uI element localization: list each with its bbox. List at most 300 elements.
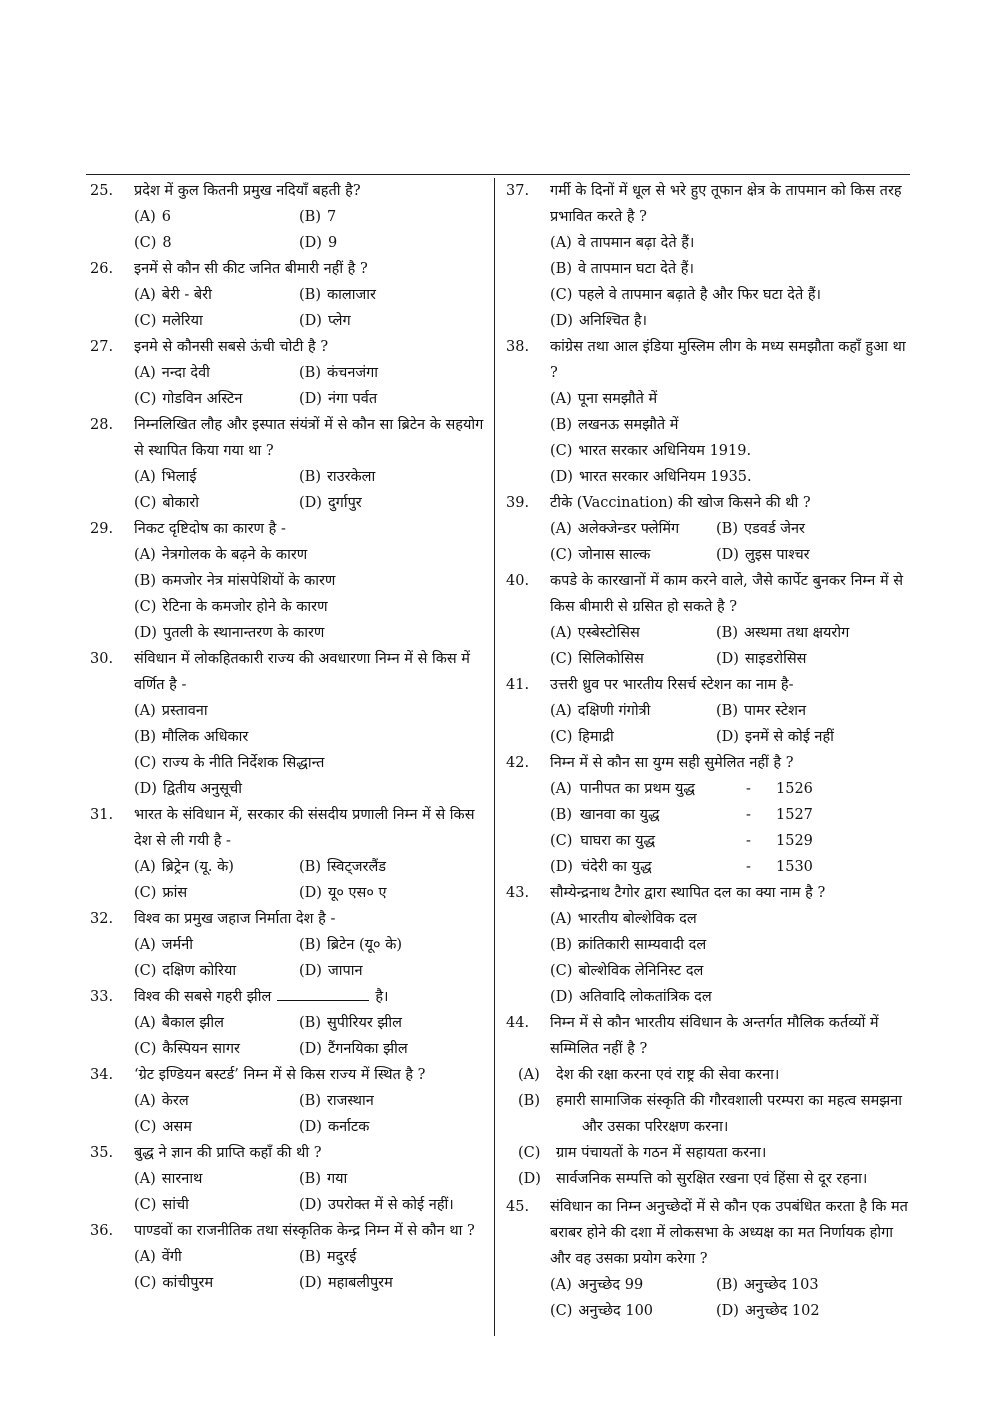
question-number: 40. <box>506 573 530 589</box>
options-grid <box>134 360 488 412</box>
option-text: लखनऊ समझौते में <box>577 417 679 433</box>
option-text: द्वितीय अनुसूची <box>162 781 242 797</box>
question-text: भारत के संविधान में, सरकार की संसदीय प्रणाली निम्न में से किस देश से ली गयी है - <box>134 807 475 849</box>
option-text: रेटिना के कमजोर होने के कारण <box>162 599 328 615</box>
option-a <box>134 1244 299 1270</box>
option-b <box>134 724 488 750</box>
option-a <box>134 932 299 958</box>
question-number: 38. <box>506 339 530 355</box>
pair-item <box>550 802 746 828</box>
option-label: (D) <box>550 859 573 875</box>
question-29 <box>86 516 488 646</box>
option-label: (D) <box>299 885 322 901</box>
option-text: हिमाद्री <box>578 729 614 745</box>
option-label: (D) <box>299 1119 322 1135</box>
option-c <box>134 958 299 984</box>
option-text: पूना समझौते में <box>577 391 658 407</box>
question-45 <box>502 1194 910 1324</box>
option-text: मदुरई <box>326 1249 357 1265</box>
option-text: नन्दा देवी <box>161 365 210 381</box>
option-text: जापान <box>327 963 363 979</box>
option-d <box>716 646 910 672</box>
option-label: (D) <box>134 625 157 641</box>
option-c <box>550 282 910 308</box>
option-label: (D) <box>550 989 573 1005</box>
option-text: जर्मनी <box>161 937 194 953</box>
options-grid <box>134 1088 488 1140</box>
option-d <box>716 724 910 750</box>
option-label: (D) <box>299 235 322 251</box>
question-number: 37. <box>506 183 530 199</box>
option-label: (B) <box>299 937 321 953</box>
question-41 <box>502 672 910 750</box>
option-label: (D) <box>716 1303 739 1319</box>
option-label: (C) <box>550 833 573 849</box>
option-label: (A) <box>550 703 572 719</box>
option-d <box>299 308 488 334</box>
option-label: (A) <box>134 287 156 303</box>
option-text: बोकारो <box>162 495 200 511</box>
option-label: (B) <box>550 807 572 823</box>
option-label: (C) <box>134 495 157 511</box>
option-label: (B) <box>716 625 738 641</box>
option-text: कैस्पियन सागर <box>162 1041 240 1057</box>
question-number: 31. <box>90 807 114 823</box>
question-text: संविधान में लोकहितकारी राज्य की अवधारणा निम्न में से किस में वर्णित है - <box>134 651 470 693</box>
option-label: (C) <box>134 885 157 901</box>
option-c: (C) ग्राम पंचायतों के गठन में सहायता करना। <box>518 1145 767 1161</box>
option-a <box>550 906 910 932</box>
option-text: नंगा पर्वत <box>327 391 378 407</box>
right-column <box>502 178 910 1324</box>
pair-item <box>550 828 746 854</box>
question-text: सौम्येन्द्रनाथ टैगोर द्वारा स्थापित दल का क्या नाम है ? <box>550 885 826 901</box>
option-a <box>550 230 910 256</box>
question-number: 28. <box>90 417 114 433</box>
column-divider <box>494 178 495 1336</box>
option-c <box>550 646 716 672</box>
option-b <box>299 204 488 230</box>
option-label: (D) <box>299 391 322 407</box>
question-text: निम्न में से कौन सा युग्म सही सुमेलित नहीं है ? <box>550 755 794 771</box>
option-text: एस्बेस्टोसिस <box>577 625 640 641</box>
option-label: (C) <box>134 235 157 251</box>
option-text: हमारी सामाजिक संस्कृति की गौरवशाली परम्परा का महत्व समझना और उसका परिरक्षण करना। <box>556 1093 903 1135</box>
question-number: 33. <box>90 989 114 1005</box>
match-pair <box>550 854 910 880</box>
option-label: (D) <box>299 495 322 511</box>
question-text-end: है। <box>375 989 389 1005</box>
question-number: 27. <box>90 339 114 355</box>
option-d <box>299 1270 488 1296</box>
question-text: इनमे से कौनसी सबसे ऊंची चोटी है ? <box>134 339 329 355</box>
question-text: पाण्डवों का राजनीतिक तथा संस्कृतिक केन्द्र निम्न में से कौन था ? <box>134 1223 475 1239</box>
option-text: लुइस पाश्चर <box>744 547 810 563</box>
options-grid <box>134 1010 488 1062</box>
option-text: राजस्थान <box>326 1093 374 1109</box>
question-text: प्रदेश में कुल कितनी प्रमुख नदियाँ बहती है? <box>134 183 361 199</box>
option-label: (A) <box>134 209 156 225</box>
option-text: गया <box>326 1171 348 1187</box>
option-a: (A) देश की रक्षा करना एवं राष्ट्र की सेवा करना। <box>518 1067 780 1083</box>
options-grid <box>134 282 488 334</box>
option-label: (B) <box>716 1277 738 1293</box>
option-d <box>716 1298 910 1324</box>
option-label: (C) <box>134 1275 157 1291</box>
option-c <box>550 438 910 464</box>
option-d <box>299 1114 488 1140</box>
option-label: (A) <box>550 521 572 537</box>
option-c <box>134 750 488 776</box>
question-text: बुद्ध ने ज्ञान की प्राप्ति कहाँ की थी ? <box>134 1145 322 1161</box>
question-number: 30. <box>90 651 114 667</box>
option-text: 6 <box>161 209 172 225</box>
option-label: (C) <box>134 313 157 329</box>
question-text: टीके (Vaccination) की खोज किसने की थी ? <box>550 495 811 511</box>
option-label: (A) <box>134 469 156 485</box>
left-column <box>86 178 488 1296</box>
option-a <box>134 1088 299 1114</box>
options-grid <box>134 464 488 516</box>
option-b <box>299 1244 488 1270</box>
options-list <box>550 230 910 334</box>
option-label: (A) <box>134 547 156 563</box>
option-d <box>299 1036 488 1062</box>
option-text: नेत्रगोलक के बढ़ने के कारण <box>161 547 308 563</box>
option-text: सुपीरियर झील <box>326 1015 402 1031</box>
option-text: सार्वजनिक सम्पत्ति को सुरक्षित रखना एवं हिंसा से दूर रहना। <box>556 1171 868 1187</box>
pair-event: चंदेरी का युद्ध <box>580 859 652 875</box>
question-number: 34. <box>90 1067 114 1083</box>
options-list <box>550 906 910 1010</box>
option-b <box>299 1088 488 1114</box>
question-31 <box>86 802 488 906</box>
answer-blank <box>277 988 369 1001</box>
option-text: 9 <box>327 235 338 251</box>
option-text: कंचनजंगा <box>326 365 379 381</box>
question-text: निम्न में से कौन भारतीय संविधान के अन्तर्गत मौलिक कर्तव्यों में सम्मिलित नहीं है ? <box>550 1015 879 1057</box>
option-text: बेरी - बेरी <box>161 287 212 303</box>
option-text: 7 <box>326 209 337 225</box>
option-text: कर्नाटक <box>327 1119 370 1135</box>
option-text: अनुच्छेद 99 <box>577 1277 644 1293</box>
option-b <box>299 360 488 386</box>
option-b <box>299 1010 488 1036</box>
option-label: (C) <box>550 729 573 745</box>
option-label: (A) <box>550 1277 572 1293</box>
option-c <box>134 386 299 412</box>
question-32 <box>86 906 488 984</box>
option-c <box>134 594 488 620</box>
question-number: 25. <box>90 183 114 199</box>
option-a <box>134 854 299 880</box>
option-label: (C) <box>550 547 573 563</box>
option-a <box>134 698 488 724</box>
options-grid <box>550 698 910 750</box>
option-text: देश की रक्षा करना एवं राष्ट्र की सेवा करना। <box>556 1067 780 1083</box>
option-text: सांची <box>162 1197 189 1213</box>
option-text: महाबलीपुरम <box>327 1275 393 1291</box>
question-40 <box>502 568 910 672</box>
question-38 <box>502 334 910 490</box>
option-text: सारनाथ <box>161 1171 203 1187</box>
option-text: वे तापमान घटा देते हैं। <box>577 261 695 277</box>
option-label: (B) <box>299 287 321 303</box>
option-label: (B) <box>299 1249 321 1265</box>
options-list <box>134 542 488 646</box>
option-label: (D) <box>550 313 573 329</box>
option-d <box>299 880 488 906</box>
option-label: (C) <box>550 287 573 303</box>
option-text: अस्थमा तथा क्षयरोग <box>743 625 850 641</box>
question-number: 41. <box>506 677 530 693</box>
option-label: (B) <box>299 365 321 381</box>
option-b <box>716 516 910 542</box>
option-d <box>299 1192 488 1218</box>
option-text: अलेक्जेन्डर फ्लेमिंग <box>577 521 680 537</box>
question-text: इनमें से कौन सी कीट जनित बीमारी नहीं है ? <box>134 261 368 277</box>
pair-event: खानवा का युद्ध <box>579 807 660 823</box>
pair-dash: - <box>746 781 751 797</box>
option-c <box>550 724 716 750</box>
option-text: गोडविन अस्टिन <box>162 391 243 407</box>
option-label: (A) <box>550 911 572 927</box>
options-grid <box>134 1166 488 1218</box>
option-text: अनुच्छेद 102 <box>744 1303 820 1319</box>
question-42 <box>502 750 910 880</box>
option-text: दुर्गापुर <box>327 495 362 511</box>
option-text: भारत सरकार अधिनियम 1919. <box>578 443 752 459</box>
question-text: गर्मी के दिनों में धूल से भरे हुए तूफान क्षेत्र के तापमान को किस तरह प्रभावित करते है ? <box>550 183 902 225</box>
option-text: प्रस्तावना <box>161 703 208 719</box>
option-label: (D) <box>299 1041 322 1057</box>
option-label: (B) <box>134 729 156 745</box>
option-c <box>134 230 299 256</box>
pair-year: 1526 <box>776 781 813 797</box>
question-text <box>134 984 488 1010</box>
option-label: (D) <box>716 651 739 667</box>
option-c <box>134 1036 299 1062</box>
option-text: दक्षिण कोरिया <box>162 963 237 979</box>
option-label: (A) <box>134 1093 156 1109</box>
match-pair <box>550 776 910 802</box>
option-text: साइडरोसिस <box>744 651 807 667</box>
option-label: (B) <box>716 521 738 537</box>
pair-item <box>550 854 746 880</box>
option-a <box>550 516 716 542</box>
option-label: (A) <box>550 391 572 407</box>
option-label: (C) <box>134 1197 157 1213</box>
option-label: (C) <box>134 963 157 979</box>
options-list <box>518 1062 910 1192</box>
option-a <box>550 620 716 646</box>
match-pair <box>550 828 910 854</box>
question-25 <box>86 178 488 256</box>
option-c <box>134 880 299 906</box>
question-26 <box>86 256 488 334</box>
options-list <box>134 698 488 802</box>
pair-year: 1527 <box>776 807 813 823</box>
option-a <box>134 542 488 568</box>
question-number: 29. <box>90 521 114 537</box>
option-label: (C) <box>550 963 573 979</box>
option-b <box>299 1166 488 1192</box>
option-d <box>134 776 488 802</box>
option-text: ब्रिट्रेन (यू. के) <box>161 859 234 875</box>
question-number: 42. <box>506 755 530 771</box>
option-text: मौलिक अधिकार <box>161 729 249 745</box>
option-a <box>550 1272 716 1298</box>
option-text: अनुच्छेद 103 <box>743 1277 819 1293</box>
pair-dash: - <box>746 859 751 875</box>
option-b <box>716 620 910 646</box>
question-number: 32. <box>90 911 114 927</box>
question-number: 39. <box>506 495 530 511</box>
option-text: असम <box>162 1119 192 1135</box>
option-text: भारतीय बोल्शेविक दल <box>577 911 697 927</box>
option-text: बोल्शेविक लेनिनिस्ट दल <box>578 963 704 979</box>
option-c <box>134 490 299 516</box>
question-36 <box>86 1218 488 1296</box>
option-label: (D) <box>299 963 322 979</box>
option-d <box>299 230 488 256</box>
option-text: प्लेग <box>327 313 351 329</box>
option-text: सिलिकोसिस <box>578 651 644 667</box>
pair-year: 1530 <box>776 859 813 875</box>
option-label: (B) <box>550 261 572 277</box>
option-text: फ्रांस <box>162 885 188 901</box>
option-text: यू० एस० ए <box>327 885 387 901</box>
question-text: विश्व का प्रमुख जहाज निर्माता देश है - <box>134 911 336 927</box>
option-label: (B) <box>550 937 572 953</box>
option-label: (B) <box>716 703 738 719</box>
option-label: (D) <box>299 1275 322 1291</box>
option-label: (A) <box>550 625 572 641</box>
option-text: अनुच्छेद 100 <box>578 1303 654 1319</box>
option-label: (C) <box>134 1119 157 1135</box>
option-a <box>550 698 716 724</box>
option-c <box>134 308 299 334</box>
top-rule <box>86 174 910 175</box>
option-text: अनिश्चित है। <box>578 313 648 329</box>
option-label: (D) <box>550 469 573 485</box>
option-text: इनमें से कोई नहीं <box>744 729 834 745</box>
option-text: कांचीपुरम <box>162 1275 214 1291</box>
option-d <box>550 464 910 490</box>
options-grid <box>134 854 488 906</box>
question-number: 36. <box>90 1223 114 1239</box>
question-text: कांग्रेस तथा आल इंडिया मुस्लिम लीग के मध्य समझौता कहाँ हुआ था ? <box>550 339 906 381</box>
option-d <box>299 386 488 412</box>
option-label: (C) <box>134 599 157 615</box>
option-label: (B) <box>550 417 572 433</box>
option-d <box>716 542 910 568</box>
option-a <box>134 360 299 386</box>
option-a <box>134 464 299 490</box>
option-text: भिलाई <box>161 469 197 485</box>
question-28 <box>86 412 488 516</box>
option-b <box>550 256 910 282</box>
question-39 <box>502 490 910 568</box>
option-d <box>134 620 488 646</box>
option-text: राउरकेला <box>326 469 376 485</box>
option-label: (B) <box>299 469 321 485</box>
option-c <box>550 542 716 568</box>
option-d <box>550 984 910 1010</box>
question-27 <box>86 334 488 412</box>
question-37 <box>502 178 910 334</box>
option-b <box>299 932 488 958</box>
option-a <box>134 1010 299 1036</box>
option-text: दक्षिणी गंगोत्री <box>577 703 651 719</box>
option-c <box>550 1298 716 1324</box>
option-c <box>134 1114 299 1140</box>
options-list <box>550 386 910 490</box>
option-text: उपरोक्त में से कोई नहीं। <box>327 1197 454 1213</box>
options-grid <box>134 1244 488 1296</box>
question-text: निकट दृष्टिदोष का कारण है - <box>134 521 286 537</box>
option-text: टैंगनयिका झील <box>327 1041 408 1057</box>
option-a <box>134 204 299 230</box>
match-pair <box>550 802 910 828</box>
pair-dash: - <box>746 807 751 823</box>
option-d <box>299 490 488 516</box>
option-c <box>134 1270 299 1296</box>
option-label: (C) <box>550 651 573 667</box>
option-d <box>550 308 910 334</box>
option-d <box>299 958 488 984</box>
option-label: (B) <box>299 209 321 225</box>
question-34 <box>86 1062 488 1140</box>
option-label: (C) <box>550 1303 573 1319</box>
option-text: केरल <box>161 1093 189 1109</box>
question-number: 43. <box>506 885 530 901</box>
question-text-start: विश्व की सबसे गहरी झील <box>134 989 272 1005</box>
option-b <box>299 464 488 490</box>
option-text: मलेरिया <box>162 313 203 329</box>
option-label: (C) <box>134 755 157 771</box>
question-text: निम्नलिखित लौह और इस्पात संयंत्रों में से कौन सा ब्रिटेन के सहयोग से स्थापित किया गया था ? <box>134 417 484 459</box>
option-a <box>134 1166 299 1192</box>
option-text: राज्य के नीति निर्देशक सिद्धान्त <box>162 755 325 771</box>
question-35 <box>86 1140 488 1218</box>
option-label: (B) <box>299 859 321 875</box>
option-label: (C) <box>134 1041 157 1057</box>
option-label: (B) <box>134 573 156 589</box>
option-label: (A) <box>134 937 156 953</box>
option-label: (A) <box>550 781 572 797</box>
option-label: (B) <box>299 1171 321 1187</box>
option-text: जोनास साल्क <box>578 547 651 563</box>
option-label: (B) <box>299 1015 321 1031</box>
option-label: (A) <box>550 235 572 251</box>
option-label: (C) <box>550 443 573 459</box>
pair-year: 1529 <box>776 833 813 849</box>
pair-event: पानीपत का प्रथम युद्ध <box>579 781 695 797</box>
option-text: ग्राम पंचायतों के गठन में सहायता करना। <box>556 1145 767 1161</box>
option-text: 8 <box>162 235 172 251</box>
option-label: (A) <box>134 859 156 875</box>
option-label: (D) <box>299 1197 322 1213</box>
option-text: क्रांतिकारी साम्यवादी दल <box>577 937 707 953</box>
options-grid <box>134 932 488 984</box>
question-30 <box>86 646 488 802</box>
option-b <box>550 932 910 958</box>
question-number: 45. <box>506 1199 530 1215</box>
option-b <box>134 568 488 594</box>
option-label: (D) <box>299 313 322 329</box>
option-b <box>716 698 910 724</box>
